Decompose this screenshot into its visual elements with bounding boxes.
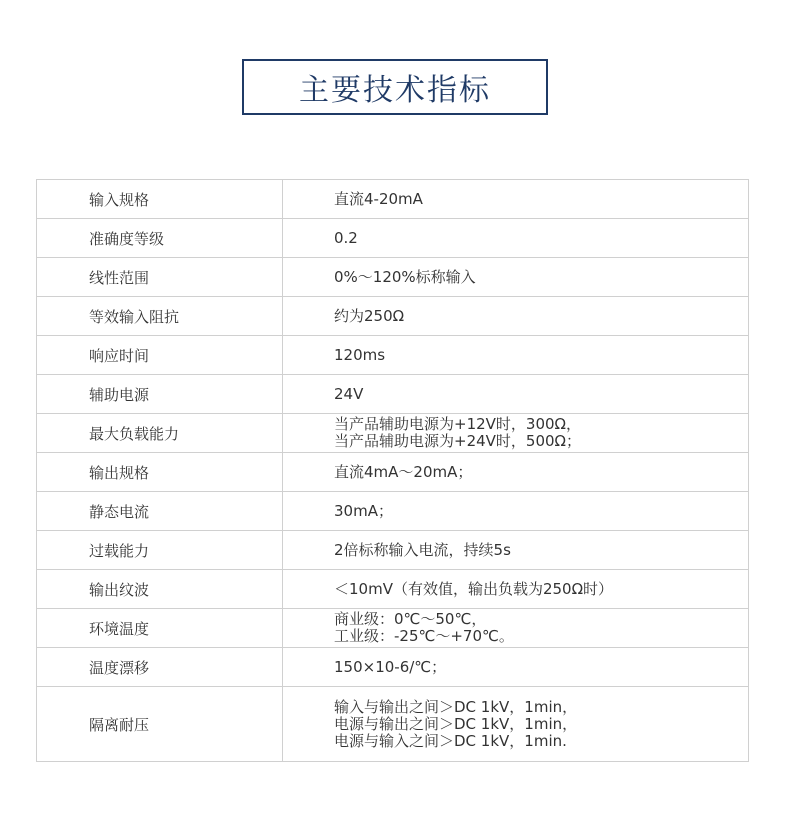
table-row — [37, 531, 749, 570]
spec-value — [283, 609, 749, 648]
spec-value — [283, 258, 749, 297]
spec-value-line: 0.2 — [334, 228, 358, 247]
spec-value — [283, 336, 749, 375]
table-row — [37, 648, 749, 687]
spec-value-line: 2倍标称输入电流，持续5s — [334, 540, 511, 559]
spec-value-line: 电源与输入之间＞DC 1kV，1min. — [334, 731, 567, 750]
spec-label: 温度漂移 — [37, 648, 283, 687]
spec-value — [283, 453, 749, 492]
table-row — [37, 375, 749, 414]
spec-value — [283, 180, 749, 219]
spec-value-line: 120ms — [334, 345, 386, 364]
spec-value — [283, 492, 749, 531]
table-row — [37, 180, 749, 219]
spec-value-line: 直流4mA～20mA； — [334, 462, 473, 481]
spec-value-line: 工业级：-25℃～+70℃。 — [334, 627, 514, 645]
spec-label: 输入规格 — [37, 180, 283, 219]
spec-label: 输出规格 — [37, 453, 283, 492]
table-row — [37, 492, 749, 531]
table-row — [37, 297, 749, 336]
spec-value — [283, 570, 749, 609]
spec-label: 输出纹波 — [37, 570, 283, 609]
spec-value-line: 150×10-6/℃； — [334, 657, 447, 676]
spec-value — [283, 219, 749, 258]
spec-label: 响应时间 — [37, 336, 283, 375]
spec-value-line: 30mA； — [334, 501, 393, 520]
spec-label: 最大负载能力 — [37, 414, 283, 453]
table-row — [37, 414, 749, 453]
table-row — [37, 219, 749, 258]
spec-value — [283, 414, 749, 453]
spec-value — [283, 297, 749, 336]
section-title-box — [242, 59, 548, 115]
spec-label: 环境温度 — [37, 609, 283, 648]
spec-value-line: 电源与输出之间＞DC 1kV，1min， — [334, 714, 578, 733]
spec-label: 隔离耐压 — [37, 687, 283, 762]
spec-label: 过载能力 — [37, 531, 283, 570]
spec-value — [283, 375, 749, 414]
table-row — [37, 687, 749, 762]
spec-value-line: 约为250Ω — [334, 306, 405, 325]
spec-value-line: ＜10mV（有效值，输出负载为250Ω时） — [334, 579, 614, 598]
spec-label: 等效输入阻抗 — [37, 297, 283, 336]
spec-value — [283, 648, 749, 687]
spec-label: 辅助电源 — [37, 375, 283, 414]
table-row — [37, 336, 749, 375]
table-row — [37, 570, 749, 609]
spec-value-line: 当产品辅助电源为+12V时，300Ω， — [334, 415, 582, 433]
spec-value-line: 24V — [334, 384, 364, 403]
spec-table — [36, 179, 749, 762]
spec-value — [283, 687, 749, 762]
spec-label: 准确度等级 — [37, 219, 283, 258]
spec-value-line: 输入与输出之间＞DC 1kV，1min， — [334, 697, 578, 716]
table-row — [37, 258, 749, 297]
spec-value — [283, 531, 749, 570]
spec-label: 线性范围 — [37, 258, 283, 297]
spec-value-line: 商业级：0℃～50℃， — [334, 610, 487, 628]
spec-value-line: 当产品辅助电源为+24V时，500Ω； — [334, 432, 582, 450]
spec-value-line: 0%～120%标称输入 — [334, 267, 476, 286]
section-title: 主要技术指标 — [299, 73, 491, 108]
spec-label: 静态电流 — [37, 492, 283, 531]
table-row — [37, 609, 749, 648]
table-row — [37, 453, 749, 492]
spec-value-line: 直流4-20mA — [334, 189, 423, 208]
